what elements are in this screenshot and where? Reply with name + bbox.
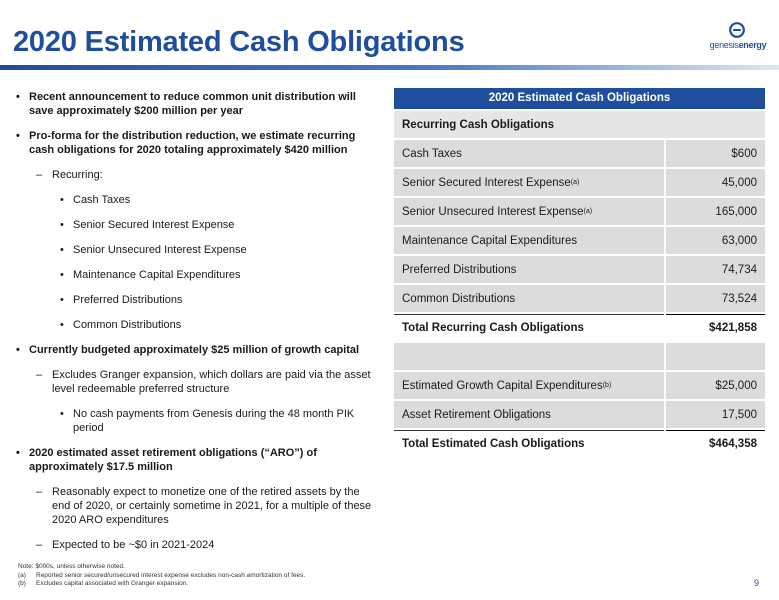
row-label-text: Common Distributions <box>402 292 516 305</box>
sub-bullet-granger: – Excludes Granger expansion, which dollars are paid via the asset level redeemable preferred structure <box>15 368 375 396</box>
row-label: Total Estimated Cash Obligations <box>394 430 664 457</box>
footnote-main: Note: $000s, unless otherwise noted. <box>18 563 125 570</box>
sub-bullet-expected: – Expected to be ~$0 in 2021-2024 <box>15 538 375 552</box>
bullet-list <box>15 90 375 563</box>
row-label <box>394 256 664 283</box>
bullet-recurring-obligations: • Pro-forma for the distribution reduction, we estimate recurring cash obligations for 2020 totaling approximately $420 million <box>15 129 375 157</box>
list-item: • Senior Unsecured Interest Expense <box>15 243 375 257</box>
table-row <box>394 169 765 196</box>
genesis-e-icon <box>729 22 745 38</box>
cash-obligations-table <box>394 88 765 457</box>
table-section-header <box>394 111 765 138</box>
table-title: 2020 Estimated Cash Obligations <box>394 88 765 109</box>
page-number: 9 <box>754 578 760 588</box>
footnote-text: Excludes capital associated with Granger expansion. <box>36 580 189 587</box>
blank-cell <box>666 343 765 370</box>
page-title: 2020 Estimated Cash Obligations <box>13 26 465 58</box>
row-value: 73,524 <box>666 285 765 312</box>
row-label-text: Maintenance Capital Expenditures <box>402 234 578 247</box>
footnote-b <box>18 580 305 589</box>
list-item: • Maintenance Capital Expenditures <box>15 268 375 282</box>
row-value: 45,000 <box>666 169 765 196</box>
row-value: $464,358 <box>666 430 765 457</box>
list-item: • Common Distributions <box>15 318 375 332</box>
title-divider <box>0 65 779 70</box>
table-row <box>394 372 765 399</box>
row-label <box>394 140 664 167</box>
list-item: • Cash Taxes <box>15 193 375 207</box>
list-item: • Senior Secured Interest Expense <box>15 218 375 232</box>
row-value: 74,734 <box>666 256 765 283</box>
footnote-tag: (b) <box>18 580 26 587</box>
row-value: $25,000 <box>666 372 765 399</box>
table-row <box>394 401 765 428</box>
blank-cell <box>394 343 664 370</box>
row-value: 63,000 <box>666 227 765 254</box>
footnote-a <box>18 572 305 581</box>
row-value: 17,500 <box>666 401 765 428</box>
row-value: $421,858 <box>666 314 765 341</box>
total-row <box>394 430 765 457</box>
row-value: $600 <box>666 140 765 167</box>
row-label: Estimated Growth Capital Expenditures (b) <box>394 372 664 399</box>
bullet-distribution-reduction: • Recent announcement to reduce common unit distribution will save approximately $200 million per year <box>15 90 375 118</box>
logo-wordmark <box>706 40 770 50</box>
row-label: Asset Retirement Obligations <box>394 401 664 428</box>
footnote-tag: (a) <box>18 571 26 579</box>
row-label-text: Cash Taxes <box>402 147 462 160</box>
sub-bullet-monetize: – Reasonably expect to monetize one of the retired assets by the end of 2020, or certainly sometime in 2021, for a multiple of these 2020 ARO expenditures <box>15 485 375 527</box>
sub-bullet-recurring: – Recurring: <box>15 168 375 182</box>
row-label: Senior Secured Interest Expense (a) <box>394 169 664 196</box>
company-logo <box>706 22 770 56</box>
footnotes <box>18 563 305 589</box>
table-row <box>394 198 765 225</box>
logo-name-a: genesis <box>709 40 739 50</box>
bullet-growth-capital: • Currently budgeted approximately $25 million of growth capital <box>15 343 375 357</box>
bullet-aro: • 2020 estimated asset retirement obligations (“ARO”) of approximately $17.5 million <box>15 446 375 474</box>
table-row <box>394 140 765 167</box>
table-row <box>394 256 765 283</box>
section-label: Recurring Cash Obligations <box>394 111 765 138</box>
row-label <box>394 285 664 312</box>
table-row <box>394 227 765 254</box>
row-label <box>394 227 664 254</box>
blank-row <box>394 343 765 370</box>
row-label-text: Preferred Distributions <box>402 263 517 276</box>
row-value: 165,000 <box>666 198 765 225</box>
row-label: Senior Unsecured Interest Expense (a) <box>394 198 664 225</box>
logo-name-b: energy <box>738 40 767 50</box>
row-label-text: Senior Secured Interest Expense <box>402 176 571 189</box>
table-row <box>394 285 765 312</box>
total-recurring-row <box>394 314 765 341</box>
list-item-pik: • No cash payments from Genesis during the 48 month PIK period <box>15 407 375 435</box>
list-item: • Preferred Distributions <box>15 293 375 307</box>
row-label-text: Estimated Growth Capital Expenditures <box>402 379 603 392</box>
footnote-text: Reported senior secured/unsecured interest expense excludes non-cash amortization of fees. <box>36 571 306 579</box>
row-label-text: Senior Unsecured Interest Expense <box>402 205 584 218</box>
row-label: Total Recurring Cash Obligations <box>394 314 664 341</box>
